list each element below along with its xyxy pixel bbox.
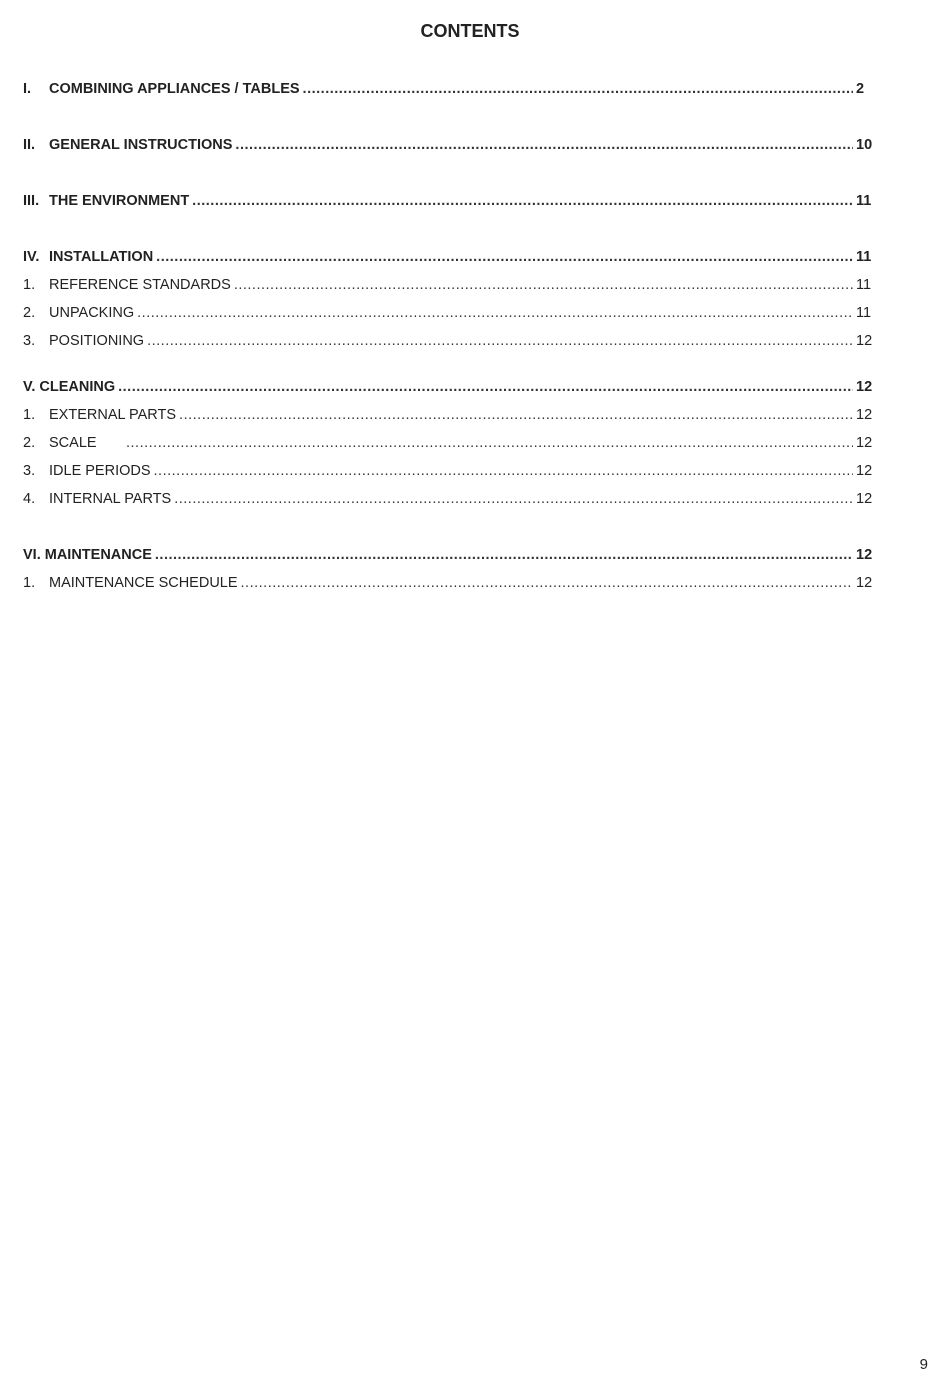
entry-label: EXTERNAL PARTS	[49, 407, 177, 423]
dot-leader	[156, 249, 853, 265]
entry-page: 12	[856, 547, 873, 563]
toc-entry[interactable]	[23, 81, 875, 99]
entry-label: MAINTENANCE SCHEDULE	[49, 575, 238, 591]
entry-number: 4.	[23, 491, 36, 507]
entry-page: 12	[856, 407, 873, 423]
entry-page: 12	[856, 463, 873, 479]
entry-page: 11	[856, 249, 872, 265]
entry-label: INTERNAL PARTS	[49, 491, 172, 507]
entry-number: 3.	[23, 463, 36, 479]
dot-leader	[147, 333, 853, 349]
entry-page: 12	[856, 435, 873, 451]
dot-leader	[192, 193, 853, 209]
toc-entry[interactable]	[23, 333, 875, 351]
entry-number: 2.	[23, 305, 36, 321]
dot-leader	[235, 137, 853, 153]
entry-page: 2	[856, 81, 865, 97]
entry-number: II.	[23, 137, 36, 153]
entry-number: 1.	[23, 407, 36, 423]
entry-number: IV.	[23, 249, 40, 265]
entry-page: 10	[856, 137, 873, 153]
entry-label: SCALE	[49, 435, 97, 451]
entry-label: UNPACKING	[49, 305, 135, 321]
entry-page: 11	[856, 305, 872, 321]
entry-number: 3.	[23, 333, 36, 349]
entry-label: INSTALLATION	[49, 249, 154, 265]
dot-leader	[155, 547, 853, 563]
entry-number: 1.	[23, 277, 36, 293]
dot-leader	[118, 379, 853, 395]
toc-entry[interactable]	[23, 379, 875, 397]
entry-page: 12	[856, 575, 873, 591]
dot-leader	[126, 435, 853, 451]
toc-entry[interactable]	[23, 407, 875, 425]
entry-label: VI. MAINTENANCE	[23, 547, 152, 563]
toc-entry[interactable]	[23, 547, 875, 565]
page-number: 9	[919, 1356, 928, 1373]
entry-label: GENERAL INSTRUCTIONS	[49, 137, 233, 153]
entry-label: POSITIONING	[49, 333, 145, 349]
page-title: CONTENTS	[420, 21, 520, 41]
dot-leader	[137, 305, 853, 321]
entry-number: 1.	[23, 575, 36, 591]
dot-leader	[154, 463, 853, 479]
entry-label: IDLE PERIODS	[49, 463, 151, 479]
entry-label: COMBINING APPLIANCES / TABLES	[49, 81, 300, 97]
toc-entry[interactable]	[23, 491, 875, 509]
dot-leader	[179, 407, 853, 423]
toc-entry[interactable]	[23, 435, 875, 453]
entry-number: 2.	[23, 435, 36, 451]
entry-number: I.	[23, 81, 32, 97]
dot-leader	[241, 575, 853, 591]
toc-entry[interactable]	[23, 193, 875, 211]
entry-label: REFERENCE STANDARDS	[49, 277, 231, 293]
entry-label: THE ENVIRONMENT	[49, 193, 190, 209]
dot-leader	[303, 81, 853, 97]
entry-page: 12	[856, 379, 873, 395]
entry-number: III.	[23, 193, 40, 209]
entry-page: 11	[856, 193, 872, 209]
dot-leader	[234, 277, 853, 293]
entry-label: V. CLEANING	[23, 379, 116, 395]
dot-leader	[174, 491, 853, 507]
toc-entry[interactable]	[23, 277, 875, 295]
entry-page: 12	[856, 333, 873, 349]
entry-page: 12	[856, 491, 873, 507]
toc-entry[interactable]	[23, 463, 875, 481]
toc-entry[interactable]	[23, 137, 875, 155]
toc-entry[interactable]	[23, 305, 875, 323]
toc-entry[interactable]	[23, 575, 875, 593]
toc-entry[interactable]	[23, 249, 875, 267]
entry-page: 11	[856, 277, 872, 293]
